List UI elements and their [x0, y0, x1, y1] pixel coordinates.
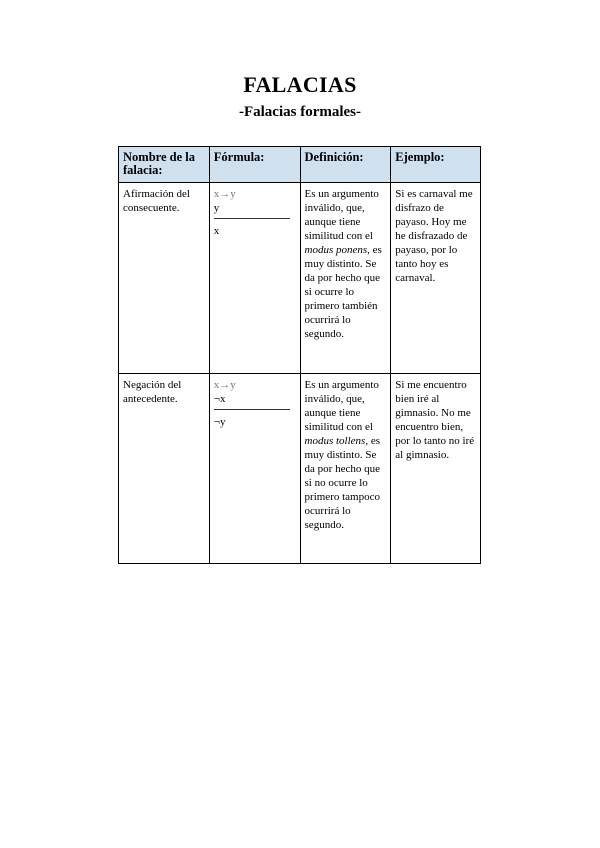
fallacy-name: Negación del antecedente.	[119, 374, 210, 564]
formula-divider	[214, 218, 290, 219]
formula-conclusion: ¬y	[213, 416, 226, 428]
formula-premise-2: ¬x	[213, 393, 226, 405]
formula-premise-2: y	[213, 202, 220, 214]
document-subtitle: -Falacias formales-	[238, 104, 362, 120]
definition-text: es muy distinto. Se da por hecho que si no ocurre lo primero tampoco ocurrirá lo segundo.	[304, 435, 381, 531]
fallacy-formula	[209, 374, 300, 564]
definition-text: Es un argumento inválido, que, aunque tiene similitud con el	[304, 188, 379, 242]
formula-divider	[214, 409, 290, 410]
fallacy-example: Si es carnaval me disfrazo de payaso. Hoy me he disfrazado de payaso, por lo tanto hoy es carnaval.	[391, 183, 481, 374]
header-example: Ejemplo:	[391, 147, 481, 183]
definition-text: es muy distinto. Se da por hecho que si ocurre lo primero también ocurrirá lo segundo.	[304, 244, 382, 340]
definition-italic: modus ponens,	[304, 244, 370, 256]
fallacy-definition	[300, 183, 391, 374]
fallacy-definition	[300, 374, 391, 564]
formula-premise-1: x→y	[213, 379, 236, 391]
header-definition: Definición:	[300, 147, 391, 183]
fallacy-formula	[209, 183, 300, 374]
table-row	[119, 183, 481, 374]
fallacy-example: Si me encuentro bien iré al gimnasio. No me encuentro bien, por lo tanto no iré al gimnasio.	[391, 374, 481, 564]
document-title: FALACIAS	[243, 72, 357, 97]
header-formula: Fórmula:	[209, 147, 300, 183]
fallacy-name: Afirmación del consecuente.	[119, 183, 210, 374]
formula-premise-1: x→y	[213, 188, 236, 200]
table-header-row	[119, 147, 481, 183]
fallacies-table	[118, 146, 481, 564]
definition-text: Es un argumento inválido, que, aunque tiene similitud con el	[304, 379, 379, 433]
formula-conclusion: x	[213, 225, 220, 237]
header-name: Nombre de la falacia:	[119, 147, 210, 183]
table-row	[119, 374, 481, 564]
definition-italic: modus tollens,	[304, 435, 369, 447]
